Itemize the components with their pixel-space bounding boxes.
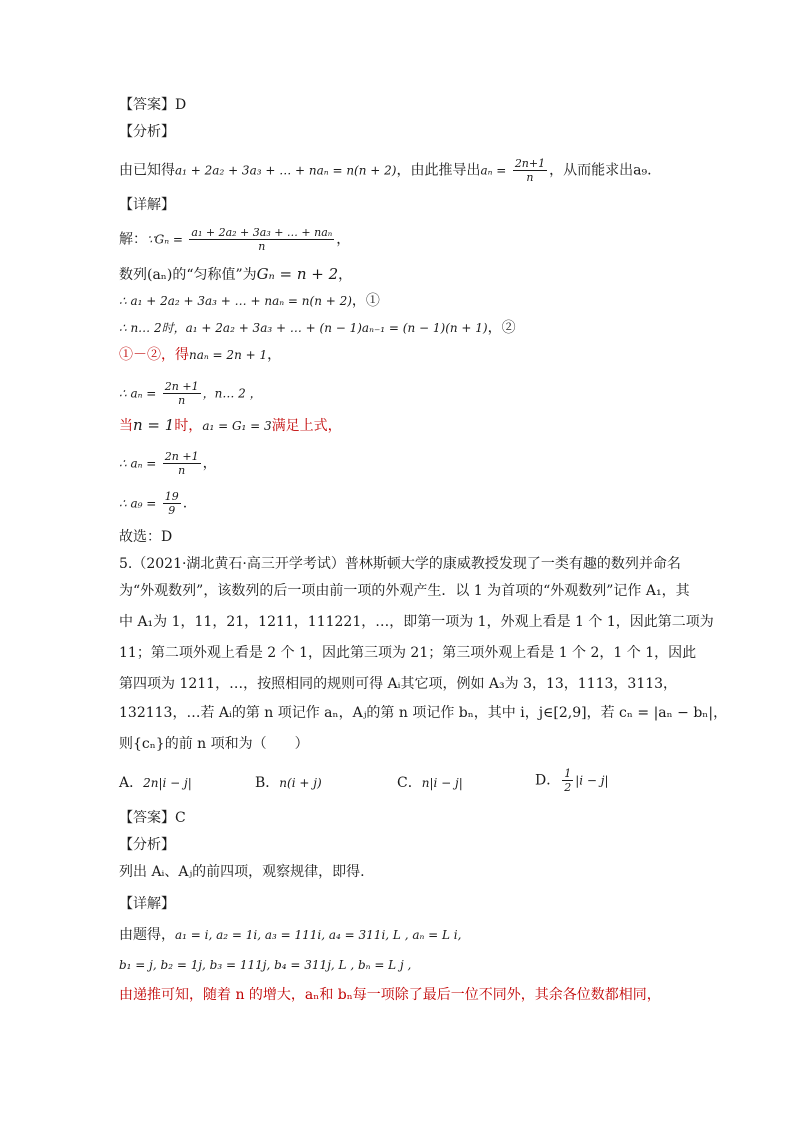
q4-step-9: ∴ a₉ = $\frac{19}{9}$ . <box>119 490 188 517</box>
q4-step-2: 数列(aₙ)的“匀称值”为Gₙ = n + 2， <box>119 265 353 283</box>
q5-stem-line: 5.（2021·湖北黄石·高三开学考试）普林斯顿大学的康威教授发现了一类有趣的数列并命名 <box>119 556 681 572</box>
q5-option-d: D． $\frac{1}{2}$ |i − j| <box>535 767 609 794</box>
q5-option-b: B．n(i + j) <box>255 775 322 791</box>
q4-step-6: ∴ aₙ = $\frac{2n +1}{n}$ ，n… 2 ， <box>119 380 262 407</box>
q5-option-a: A．2n|i − j| <box>119 775 192 791</box>
q5-detail-2: b₁ = j, b₂ = 1j, b₃ = 111j, b₄ = 311j, L , bₙ = L j , <box>119 958 412 972</box>
q4-step-4: ∴ n… 2时，a₁ + 2a₂ + 3a₃ + … + (n − 1)aₙ₋₁ = (n − 1)(n + 1)，② <box>119 320 516 336</box>
q4-step-3: ∴ a₁ + 2a₂ + 3a₃ + … + naₙ = n(n + 2)，① <box>119 293 380 309</box>
q5-analysis-label: 【分析】 <box>119 837 175 853</box>
q4-analysis-text: 由已知得a₁ + 2a₂ + 3a₃ + … + naₙ = n(n + 2)，由此推导出aₙ = $\frac{2n+1}{n}$ ，从而能求出a₉. <box>119 157 652 184</box>
fraction: $\frac{\text{a₁ + 2a₂ + 3a₃ + … + naₙ}}{n}$ <box>191 226 333 253</box>
q5-analysis-text: 列出 Aᵢ、Aⱼ的前四项，观察规律，即得. <box>119 864 365 880</box>
fraction: $\frac{19}{9}$ <box>164 490 179 517</box>
q4-conclusion: 故选：D <box>119 529 173 545</box>
q5-detail-1: 由题得，a₁ = i, a₂ = 1i, a₃ = 111i, a₄ = 311i, L , aₙ = L i, <box>119 927 462 943</box>
q4-detail-label: 【详解】 <box>119 197 175 213</box>
q4-analysis-label: 【分析】 <box>119 124 175 140</box>
q5-stem-line: 第四项为 1211，…，按照相同的规则可得 Aᵢ其它项，例如 A₃为 3，13，1113，3113， <box>119 676 678 692</box>
q4-step-7: 当n = 1时，a₁ = G₁ = 3满足上式， <box>119 416 342 434</box>
q4-step-8: ∴ aₙ = $\frac{2n +1}{n}$ ， <box>119 450 217 477</box>
q5-stem-line: 11；第二项外观上看是 2 个 1，因此第三项为 21；第三项外观上看是 1 个 2，1 个 1，因此 <box>119 645 697 661</box>
q5-stem-line: 则{cₙ}的前 n 项和为（ ） <box>119 736 309 752</box>
fraction: $\frac{2n+1}{n}$ <box>514 157 546 184</box>
q5-stem-line: 132113，…若 Aᵢ的第 n 项记作 aₙ，Aⱼ的第 n 项记作 bₙ，其中 i，j∈[2,9]，若 cₙ = |aₙ − bₙ|， <box>119 705 728 721</box>
q5-detail-3: 由递推可知，随着 n 的增大，aₙ和 bₙ每一项除了最后一位不同外，其余各位数都相同， <box>119 987 661 1003</box>
q5-stem-line: 为“外观数列”，该数列的后一项由前一项的外观产生．以 1 为首项的“外观数列”记作 A₁，其 <box>119 583 690 599</box>
q4-step-1: 解：∵Gₙ = $\frac{\text{a₁ + 2a₂ + 3a₃ + … + naₙ}}{n}$ ， <box>119 226 351 253</box>
q5-stem-line: 中 A₁为 1，11，21，1211，111221，…，即第一项为 1，外观上看是 1 个 1，因此第二项为 <box>119 614 714 630</box>
fraction: $\frac{2n +1}{n}$ <box>164 380 199 407</box>
q5-detail-label: 【详解】 <box>119 896 175 912</box>
q5-answer: 【答案】C <box>119 810 186 826</box>
q5-option-c: C．n|i − j| <box>397 775 463 791</box>
fraction: $\frac{1}{2}$ <box>564 767 572 794</box>
q4-step-5: ①－②，得naₙ = 2n + 1， <box>119 347 282 363</box>
fraction: $\frac{2n +1}{n}$ <box>164 450 199 477</box>
q4-answer: 【答案】D <box>119 97 187 113</box>
